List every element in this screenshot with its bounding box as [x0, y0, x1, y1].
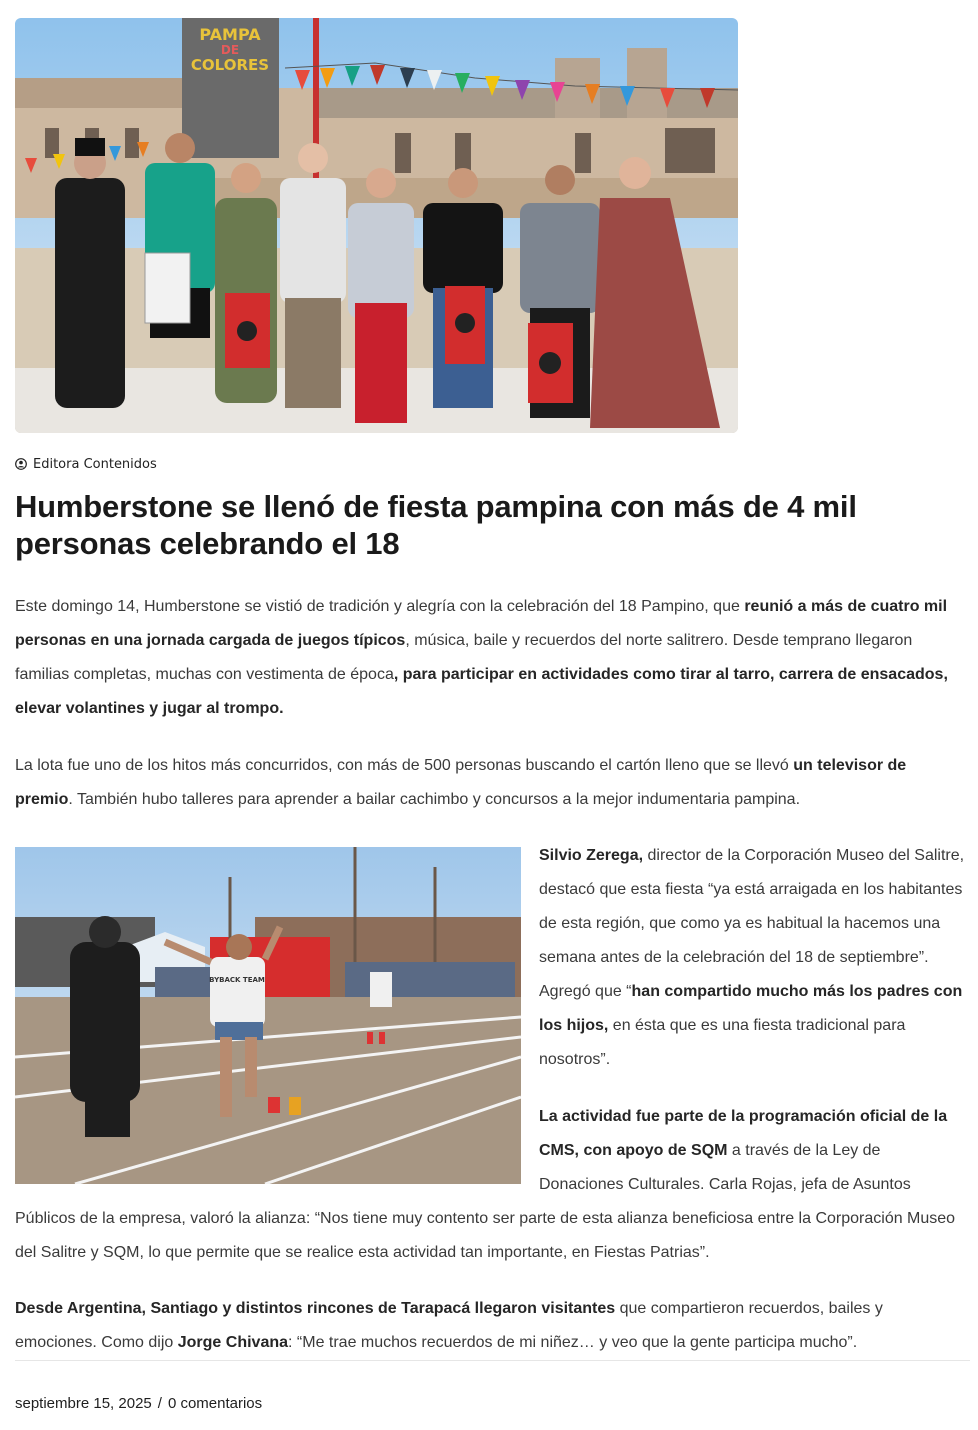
sign-line-1: PAMPA [199, 25, 261, 44]
p5-text-a: que compartieron recuerdos, bailes y emociones. Como dijo [15, 1300, 883, 1351]
post-meta [15, 1393, 262, 1413]
comments-link[interactable]: 0 comentarios [167, 1394, 263, 1412]
paragraph-1 [15, 590, 965, 726]
paragraph-4-part-2: Públicos de la empresa, valoró la alianza: “Nos tiene muy contento ser parte de esta alianza beneficiosa entre la Corporación Museo del Salitre y SQM, lo que permite que se realice esta actividad tan importante, en Fiestas Patrias”. [15, 1210, 956, 1261]
meta-separator: / [157, 1394, 162, 1412]
hero-image [15, 18, 738, 433]
p1-text-a: Este domingo 14, Humberstone se vistió de tradición y alegría con la celebración del 18 Pampino, que [15, 598, 745, 615]
paragraph-4-part-1 [539, 1100, 969, 1202]
p4-text-a1: a través de la Ley de Donaciones Culturales. Carla Rojas, jefa de Asuntos [539, 1142, 911, 1193]
p4-bold: La actividad fue parte de la programación oficial de la CMS, con apoyo de SQM [539, 1108, 948, 1159]
post-date-link[interactable]: septiembre 15, 2025 [15, 1394, 152, 1412]
sign-line-3: COLORES [190, 56, 270, 74]
paragraph-2 [15, 749, 965, 817]
author-byline[interactable] [15, 455, 157, 473]
p3-bold-1: Silvio Zerega, [539, 847, 644, 864]
p5-bold-2: Jorge Chivana [177, 1334, 289, 1351]
hero-photo-illustration [15, 18, 738, 433]
shirt-text: BYBACK TEAM [209, 976, 265, 984]
p2-text-a: La lota fue uno de los hitos más concurridos, con más de 500 personas buscando el cartón lleno que se llevó [15, 757, 794, 774]
p5-bold-1: Desde Argentina, Santiago y distintos rincones de Tarapacá llegaron visitantes [15, 1300, 616, 1317]
paragraph-5 [15, 1292, 965, 1360]
p2-text-c: . También hubo talleres para aprender a bailar cachimbo y concursos a la mejor indumentaria pampina. [68, 791, 801, 808]
p3-text-a: director de la Corporación Museo del Salitre, destacó que esta fiesta “ya está arraigada en los habitantes de esta región, que como ya es habitual la hacemos una semana antes de la celebración del 18 de septiembre”. Agregó que “ [539, 847, 965, 1000]
p1-bold-2: , para participar en actividades como tirar al tarro, carrera de ensacados, elevar volantines y jugar al trompo. [15, 666, 948, 717]
sack-race-photo-illustration [15, 847, 521, 1184]
paragraph-3 [539, 839, 969, 1077]
p3-bold-2: han compartido mucho más los padres con los hijos, [539, 983, 963, 1034]
sack-race-image [15, 847, 521, 1184]
p1-text-c: , música, baile y recuerdos del norte salitrero. Desde temprano llegaron familias completas, muchas con vestimenta de época [15, 632, 913, 683]
sign-line-2: DE [220, 43, 240, 57]
user-circle-icon [15, 458, 27, 470]
article-title: Humberstone se llenó de fiesta pampina con más de 4 mil personas celebrando el 18 [15, 489, 857, 561]
p1-bold-1: reunió a más de cuatro mil personas en una jornada cargada de juegos típicos [15, 598, 948, 649]
p5-text-c: : “Me trae muchos recuerdos de mi niñez… y veo que la gente participa mucho”. [288, 1334, 858, 1351]
p3-text-c: en ésta que es una fiesta tradicional para nosotros”. [539, 1017, 906, 1068]
p2-bold: un televisor de premio [15, 757, 907, 808]
author-name[interactable]: Editora Contenidos [33, 456, 157, 472]
footer-divider [15, 1360, 970, 1361]
